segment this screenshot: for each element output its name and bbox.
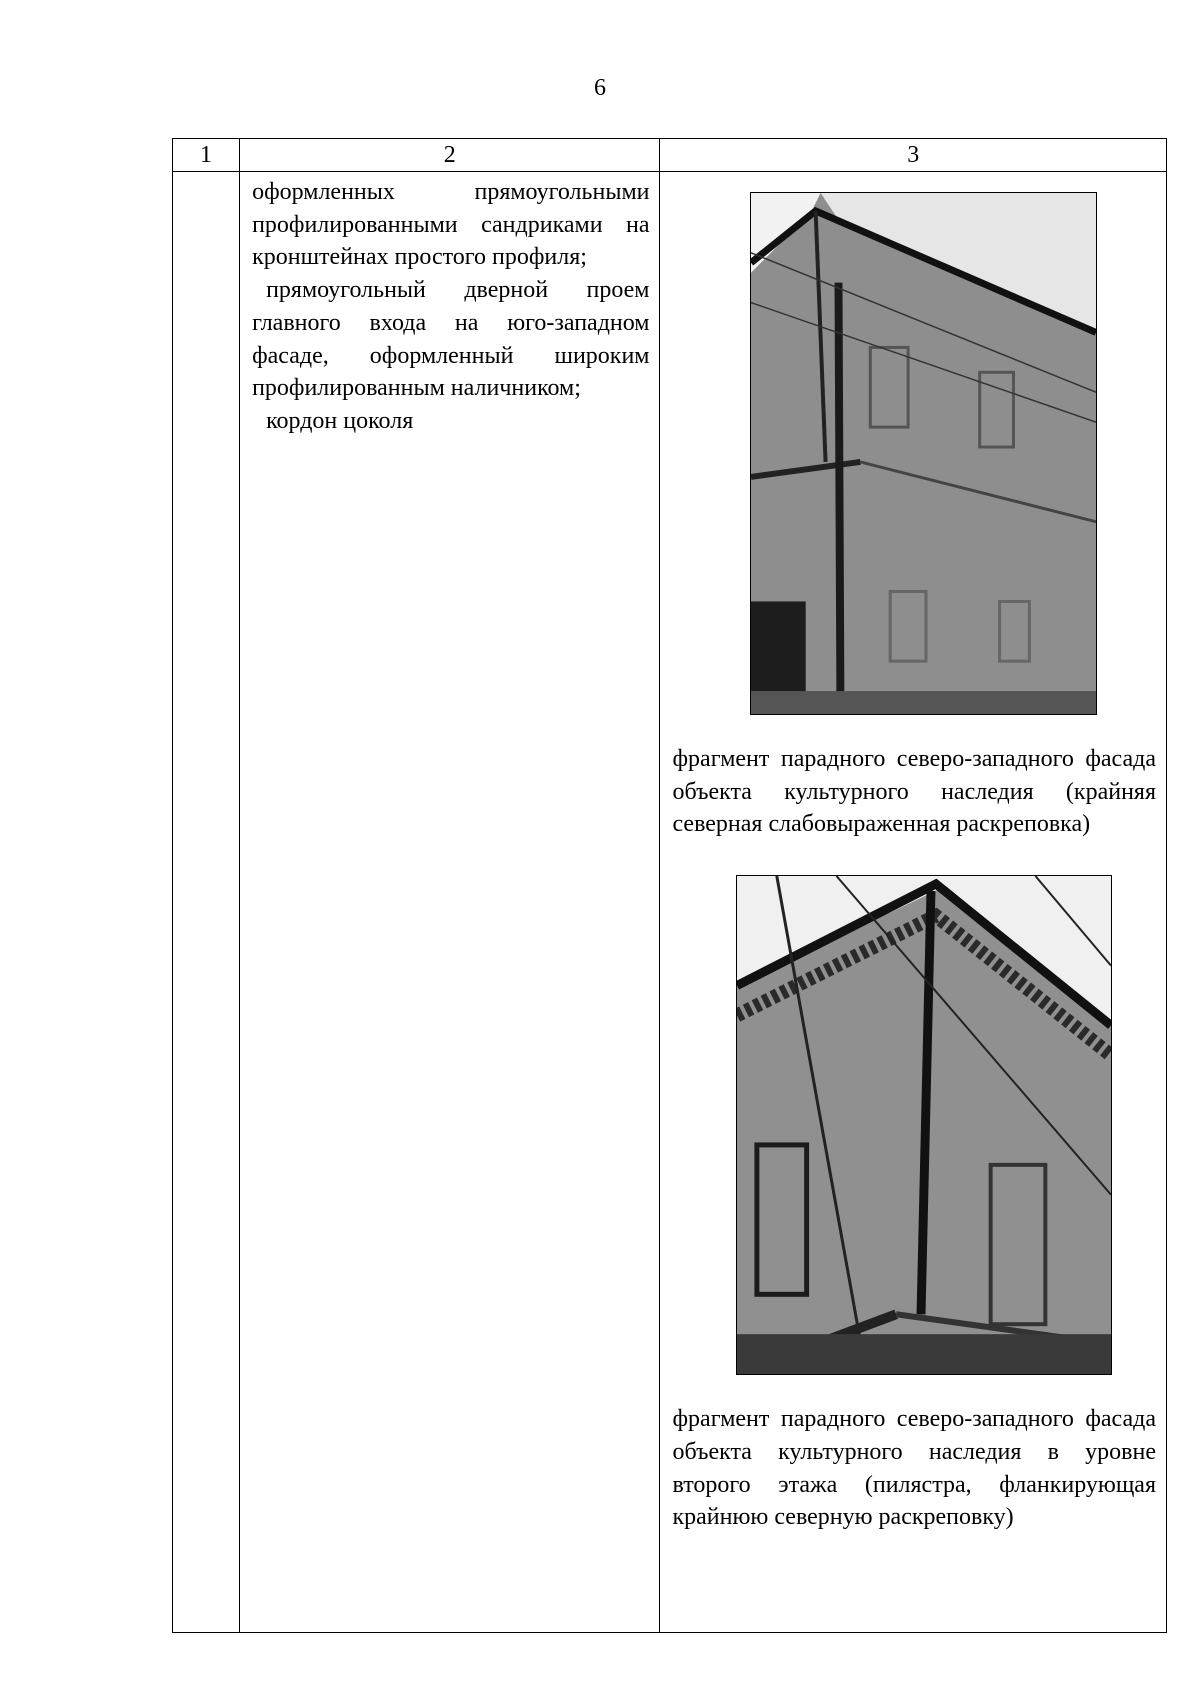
- table-header-row: [173, 139, 1167, 172]
- facade-photo-corner: [750, 192, 1097, 715]
- header-col-3: 3: [660, 139, 1167, 172]
- header-col-2: 2: [240, 139, 660, 172]
- table-row: [173, 172, 1167, 1633]
- header-col-1: 1: [173, 139, 240, 172]
- description-paragraph: оформленных прямоугольными профилированными сандриками на кронштейнах простого профиля;: [252, 179, 650, 271]
- photo-caption: фрагмент парадного северо-западного фасада объекта культурного наследия в уровне второго этажа (пилястра, фланкирующая крайнюю северную раскреповку): [672, 1406, 1156, 1531]
- heritage-table: [172, 138, 1167, 1633]
- cell-photos: [660, 172, 1167, 1633]
- page-number: 6: [594, 75, 606, 101]
- cell-description: [240, 172, 660, 1633]
- facade-photo-pilaster: [736, 875, 1112, 1375]
- description-paragraph: кордон цоколя: [266, 407, 414, 434]
- photo-caption: фрагмент парадного северо-западного фасада объекта культурного наследия (крайняя северная слабовыраженная раскреповка): [672, 746, 1156, 838]
- cell-number: [173, 172, 240, 1633]
- description-paragraph: прямоугольный дверной проем главного входа на юго-западном фасаде, оформленный широким профилированным наличником;: [252, 277, 650, 402]
